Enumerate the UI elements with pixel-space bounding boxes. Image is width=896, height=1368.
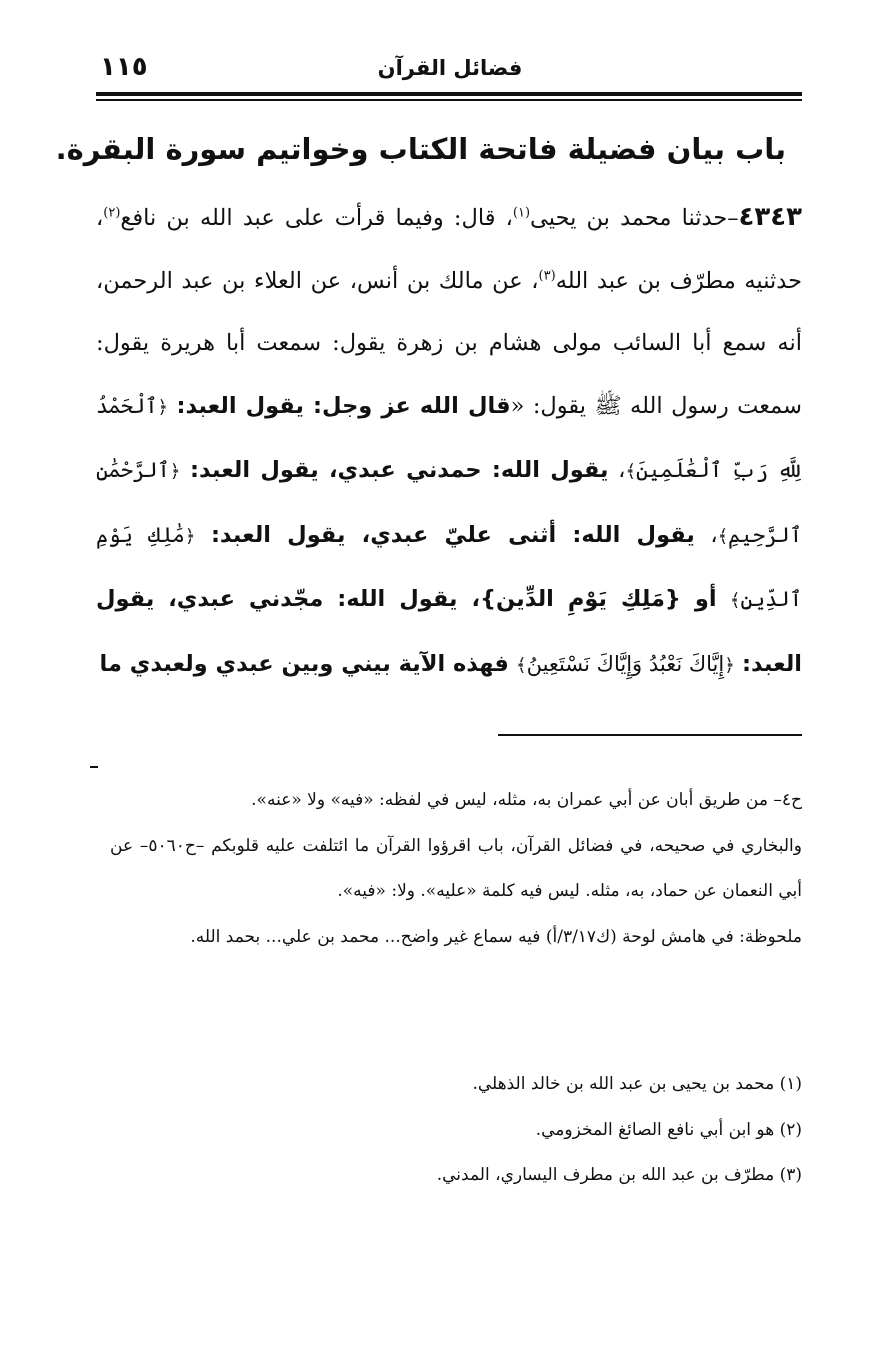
- margin-mark: [90, 766, 98, 768]
- hadith-bold-3: يقول الله: أثنى عليّ عبدي، يقول العبد:: [210, 521, 695, 548]
- ornate-bracket-open: ﴿: [724, 654, 735, 676]
- ornate-bracket-close: ﴾: [717, 525, 729, 547]
- footnote-ref-2: (٢): [103, 205, 121, 221]
- quran-verse-4: إِيَّاكَ نَعْبُدُ وَإِيَّاكَ نَسْتَعِينُ: [526, 651, 725, 676]
- footnote-list: [110, 1062, 802, 1199]
- takhrij-note-a: ح٤– من طريق أبان عن أبي عمران به، مثله، ليس في لفظه: «فيه» ولا «عنه».: [251, 790, 802, 810]
- separator-1: ،: [608, 457, 626, 483]
- footnote-item-2: (٢) هو ابن أبي نافع الصائغ المخزومي.: [535, 1119, 802, 1140]
- quran-verse-2: ٱلرَّحْمَٰنِ ٱلرَّحِيمِ: [96, 458, 802, 547]
- ornate-bracket-close: ﴾: [729, 590, 741, 611]
- page-number: ١١٥: [100, 52, 148, 82]
- hadith-text: [96, 186, 802, 697]
- ornate-bracket-open: ﴿: [157, 396, 169, 418]
- footnote-item-3: (٣) مطرّف بن عبد الله بن مطرف اليساري، المدني.: [436, 1165, 802, 1185]
- footnote-ref-3: (٣): [538, 268, 556, 283]
- takhrij-notes: [110, 778, 802, 960]
- hadith-bold-2: يقول الله: حمدني عبدي، يقول العبد:: [190, 457, 609, 483]
- header-rule-thin: [96, 99, 802, 101]
- ornate-bracket-close: ﴾: [516, 654, 527, 676]
- quran-verse-3: مَٰلِكِ يَوْمِ ٱلدِّينِ: [96, 522, 802, 611]
- quran-verse-1: ٱلْحَمْدُ لِلَّهِ رَبِّ ٱلْعَٰلَمِينَ: [96, 393, 802, 482]
- takhrij-note-b: والبخاري في صحيحه، في فضائل القرآن، باب اقرؤوا القرآن ما ائتلفت عليه قلوبكم –ح٥٠٦٠– عن أبي النعمان عن حماد، به، مثله. ليس فيه كلمة «عليه». ولا: «فيه».: [110, 835, 802, 901]
- hadith-segment-1: –حدثنا محمد بن يحيى: [530, 205, 739, 231]
- ornate-bracket-close: ﴾: [625, 461, 636, 482]
- hadith-number: ٤٣٤٣: [738, 202, 802, 232]
- separator-2: ،: [694, 521, 718, 548]
- chapter-heading: باب بيان فضيلة فاتحة الكتاب وخواتيم سورة البقرة.: [55, 132, 786, 166]
- hadith-segment-2: ، قال: وفيما قرأت على عبد الله بن نافع: [120, 205, 513, 231]
- hadith-bold-5: فهذه الآية بيني وبين عبدي ولعبدي ما: [99, 650, 509, 677]
- ornate-bracket-open: ﴿: [184, 525, 196, 547]
- header-rule-thick: [96, 92, 802, 96]
- hadith-segment-3: ، حدثنيه مطرّف بن عبد الله: [96, 205, 802, 294]
- hadith-bold-4: أو {مَلِكِ يَوْمِ الدِّين}، يقول الله: مجّدني عبدي، يقول العبد:: [96, 586, 802, 677]
- ornate-bracket-open: ﴿: [169, 461, 181, 482]
- takhrij-note-c: ملحوظة: في هامش لوحة (ك٣/١٧/أ) فيه سماع غير واضح... محمد بن علي... بحمد الله.: [190, 926, 802, 947]
- footnote-item-1: (١) محمد بن يحيى بن عبد الله بن خالد الذهلي.: [472, 1074, 802, 1094]
- hadith-segment-4: ، عن مالك بن أنس، عن العلاء بن عبد الرحمن، أنه سمع أبا السائب مولى هشام بن زهرة يقول: سمعت أبا هريرة يقول: سمعت رسول الله ﷺ يقول: «: [96, 267, 802, 419]
- footnote-ref-1: (١): [512, 205, 531, 221]
- running-title: فضائل القرآن: [377, 56, 523, 80]
- footnote-separator: [498, 734, 802, 736]
- hadith-bold-1: قال الله عز وجل: يقول العبد:: [176, 392, 511, 419]
